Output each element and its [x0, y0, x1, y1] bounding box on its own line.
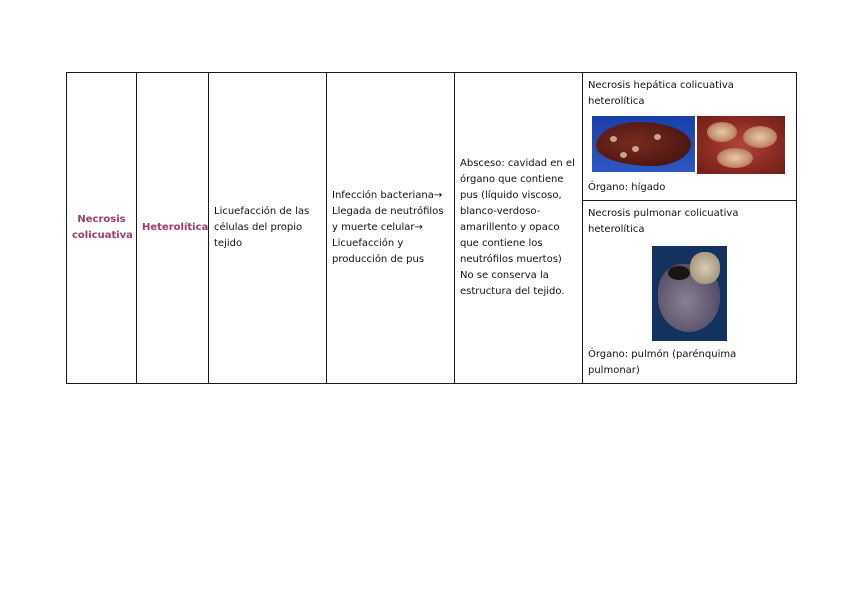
liver-photo-external — [592, 116, 695, 172]
mechanism-text: Infección bacteriana→ Llegada de neutrófilos y muerte celular→ Licuefacción y producción de pus — [332, 190, 444, 265]
definition-text: Licuefacción de las células del propio tejido — [214, 206, 310, 249]
liver-image-cell — [583, 73, 797, 201]
table-row — [67, 73, 797, 201]
necrosis-table — [66, 72, 797, 384]
definition-cell — [209, 73, 327, 384]
liver-photo-section — [697, 116, 785, 174]
liver-caption: Necrosis hepática colicuativa heterolítica — [588, 80, 734, 107]
example-text: Absceso: cavidad en el órgano que contiene pus (líquido viscoso, blanco-verdoso-amarillento y opaco que contiene los neutrófilos muertos) No se conserva la estructura del tejido. — [460, 158, 575, 297]
lung-image-cell — [583, 201, 797, 384]
necrosis-type: Heterolítica — [142, 222, 209, 233]
example-cell — [455, 73, 583, 384]
necrosis-name: Necrosis colicuativa — [72, 214, 133, 241]
mechanism-cell — [327, 73, 455, 384]
liver-organ-label: Órgano: hígado — [588, 182, 666, 193]
liver-images — [592, 116, 791, 174]
lung-photo — [652, 246, 727, 341]
lung-organ-label: Órgano: pulmón (parénquima pulmonar) — [588, 349, 737, 376]
necrosis-type-cell — [137, 73, 209, 384]
lung-caption: Necrosis pulmonar colicuativa heterolítica — [588, 208, 739, 235]
necrosis-name-cell — [67, 73, 137, 384]
